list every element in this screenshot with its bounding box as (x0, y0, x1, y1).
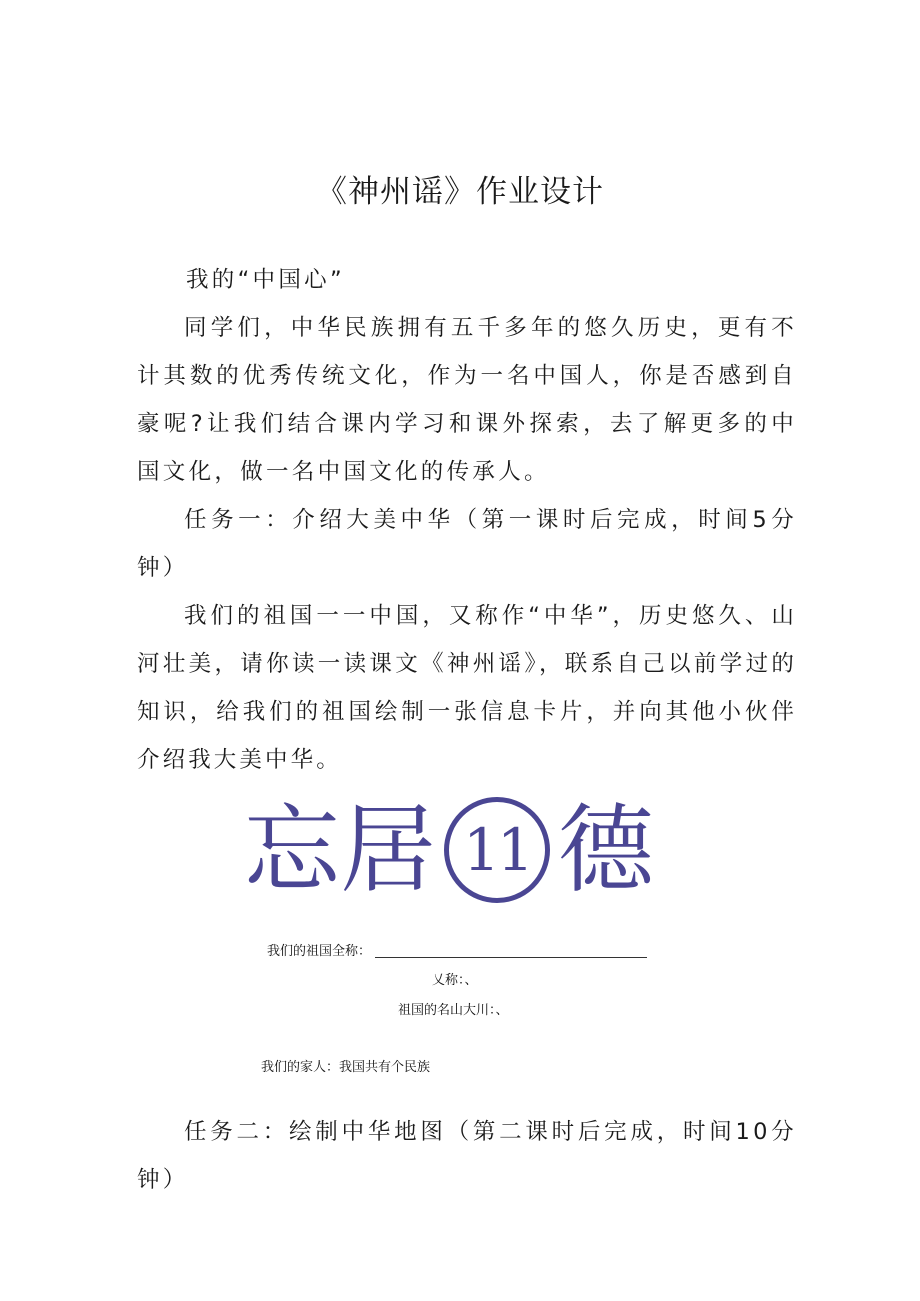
wordmark-char-2: 居 (340, 794, 436, 906)
card-fullname-label: 我们的祖国全称： (267, 944, 372, 959)
card-alias-row: 乂称：、 (432, 973, 478, 988)
wordmark-circle-text: 11 (463, 816, 531, 884)
card-family-row: 我们的家人：我国共有个民族 (261, 1060, 431, 1075)
wordmark-circled-number (444, 797, 550, 903)
fullname-blank-line (375, 945, 647, 958)
wordmark-char-3: 德 (558, 794, 654, 906)
section-heading: 我的“中国心” (186, 267, 345, 293)
decorative-wordmark (244, 790, 694, 910)
card-mountains-row: 祖国的名山大川：、 (398, 1003, 509, 1018)
wordmark-char-1: 忘 (244, 794, 340, 906)
task2-title: 任务二：绘制中华地图（第二课时后完成，时间10分钟） (137, 1119, 797, 1193)
card-fullname-row (267, 940, 647, 959)
task1-title: 任务一：介绍大美中华（第一课时后完成，时间5分钟） (137, 507, 797, 581)
task1-body: 我们的祖国一一中国，又称作“中华”，历史悠久、山河壮美，请你读一读课文《神州谣》，联系自己以前学过的知识，给我们的祖国绘制一张信息卡片，并向其他小伙伴介绍我大美中华。 (137, 603, 797, 773)
intro-paragraph: 同学们，中华民族拥有五千多年的悠久历史，更有不计其数的优秀传统文化，作为一名中国人，你是否感到自豪呢?让我们结合课内学习和课外探索，去了解更多的中国文化，做一名中国文化的传承人。 (137, 315, 797, 485)
document-title: 《神州谣》作业设计 (316, 174, 604, 210)
